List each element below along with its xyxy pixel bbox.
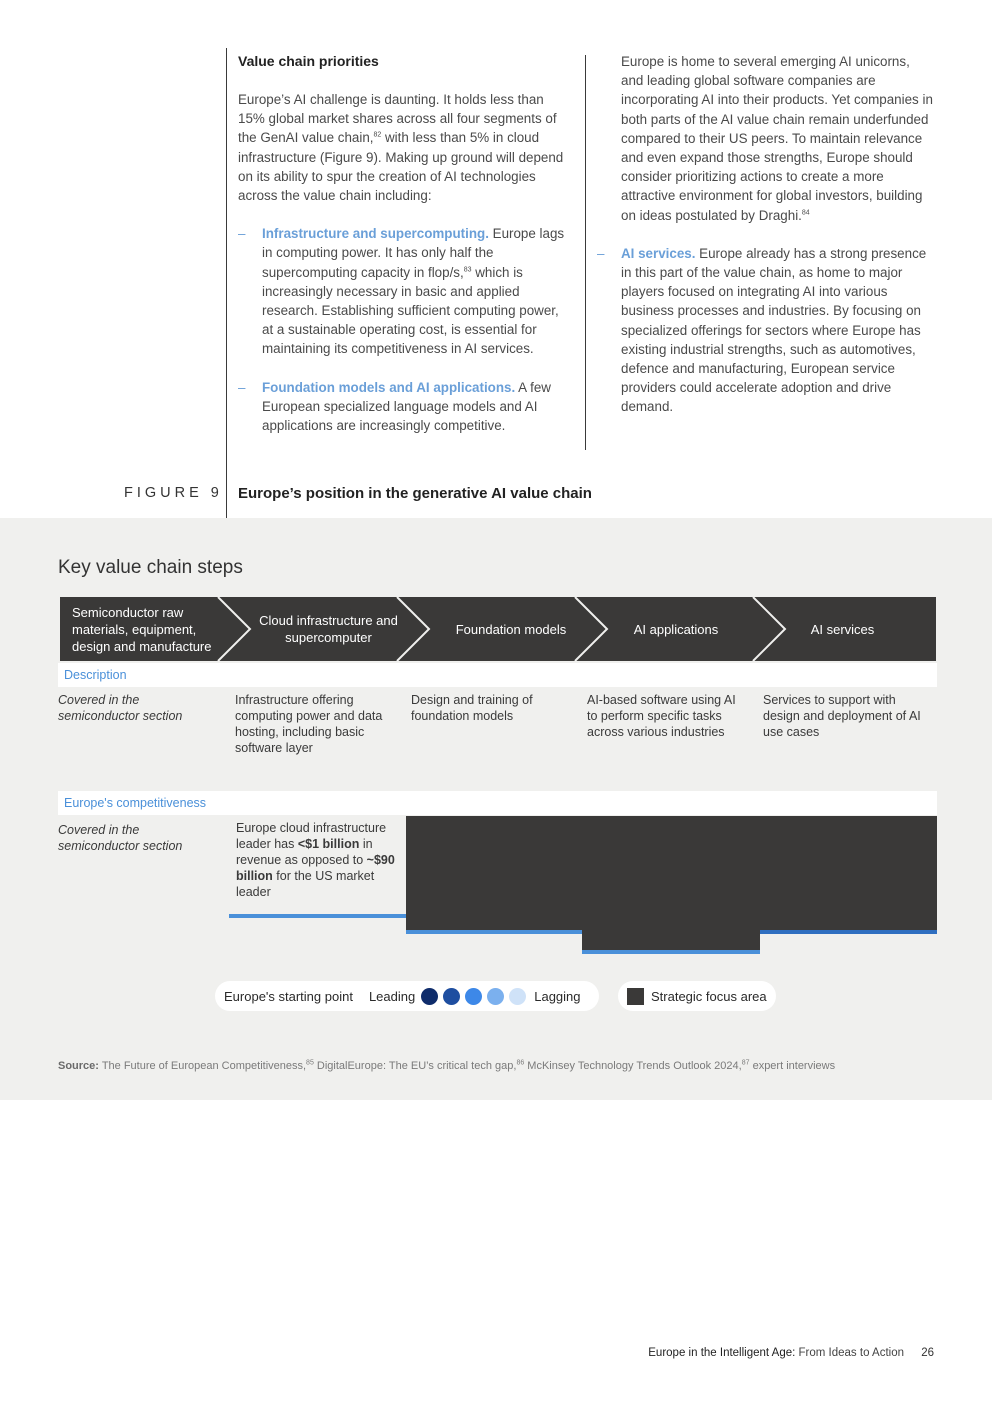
competitiveness-semiconductor: Covered in the semiconductor section	[58, 823, 183, 853]
legend-leading-label: Leading	[368, 988, 416, 1004]
legend-dot-5	[509, 988, 526, 1005]
footnote-ref[interactable]: 84	[801, 209, 810, 217]
footer-title-rest: From Ideas to Action	[795, 1347, 904, 1359]
legend-dot-3	[465, 988, 482, 1005]
figure-title: Europe’s position in the generative AI value chain	[238, 485, 592, 502]
intro-paragraph	[238, 90, 572, 205]
description-services: Services to support with design and deployment of AI use cases	[763, 693, 921, 739]
bullet-dash: –	[238, 226, 246, 242]
section-heading: Value chain priorities	[238, 53, 379, 69]
description-semiconductor: Covered in the semiconductor section	[58, 693, 183, 723]
figure-label: FIGURE 9	[124, 485, 223, 501]
legend-focus-label: Strategic focus area	[651, 988, 767, 1004]
middle-column-rule	[585, 55, 586, 450]
source-label: Source:	[58, 1060, 99, 1072]
us-revenue: ~$90 billion	[236, 853, 395, 883]
legend-starting-point	[215, 981, 599, 1011]
footnote-ref[interactable]: 85	[306, 1059, 314, 1067]
bullet-foundation-models	[238, 378, 572, 436]
applications-position-bar	[582, 950, 760, 954]
left-column	[238, 52, 572, 435]
footer-title-bold: Europe in the Intelligent Age:	[648, 1347, 796, 1359]
description-foundation: Design and training of foundation models	[411, 693, 533, 723]
source-note: Source: The Future of European Competitiveness,$^{85}$ DigitalEurope: The EU’s critical tech gap,$^{86}$ McKinsey Technology Trends Outlook 2024,87 expert interviews	[58, 1059, 836, 1072]
right-paragraph	[597, 52, 935, 225]
footnote-ref[interactable]: 83	[463, 266, 472, 274]
page-footer	[648, 1347, 934, 1359]
step-semiconductor: Semiconductor raw materials, equipment, design and manufacture	[72, 604, 212, 654]
bullet-title: Infrastructure and supercomputing.	[262, 226, 489, 242]
step-cloud-infrastructure: Cloud infrastructure and supercomputer	[259, 613, 398, 645]
bullet-title: AI services.	[621, 245, 696, 261]
competitiveness-cloud: Europe cloud infrastructure leader has <$1 billion in revenue as opposed to ~$90 billion for the US market leader	[236, 821, 395, 899]
legend-dot-1	[421, 988, 438, 1005]
description-applications: AI-based software using AI to perform specific tasks across various industries	[587, 693, 736, 739]
bullet-text-b: which is increasingly necessary in basic and applied research. Establishing sufficient computing power, at a sustainable operating cost, is essential for maintaining its competitiveness in AI services.	[262, 264, 559, 357]
legend-focus-swatch	[627, 988, 644, 1005]
foundation-position-bar	[406, 930, 582, 934]
services-position-bar	[760, 930, 937, 934]
focus-area-foundation	[406, 816, 582, 930]
legend-strategic-focus	[618, 981, 776, 1011]
intro-text-b: with less than 5% in cloud infrastructure (Figure 9). Making up ground will depend on its ability to spur the creation of AI technologies across the value chain including:	[238, 130, 564, 204]
right-column	[597, 52, 935, 417]
legend-starting-label: Europe's starting point	[224, 988, 353, 1004]
bullet-ai-services	[597, 244, 935, 417]
description-cloud: Infrastructure offering computing power and data hosting, including basic software layer	[235, 693, 383, 755]
legend-dot-4	[487, 988, 504, 1005]
bullet-text-a: Europe lags in computing power. It has only half the supercomputing capacity in flop/s,	[262, 226, 565, 280]
focus-area-applications	[582, 816, 760, 950]
intro-text-a: Europe’s AI challenge is daunting. It holds less than 15% global market shares across all four segments of the GenAI value chain,	[238, 92, 557, 146]
legend-lagging-label: Lagging	[534, 988, 581, 1004]
competitiveness-label: Europe's competitiveness	[58, 791, 937, 815]
left-column-rule	[226, 48, 227, 518]
bullet-dash: –	[238, 379, 246, 395]
step-ai-applications: AI applications	[633, 621, 719, 637]
page-number: 26	[921, 1347, 934, 1359]
footnote-ref[interactable]: 82	[373, 131, 382, 139]
cloud-position-bar	[229, 914, 406, 918]
bullet-text: Europe already has a strong presence in this part of the value chain, as home to major players focused on integrating AI into various business processes and industries. By focusing on specialized offerings for sectors where Europe has existing industrial strengths, such as automotives, defence and manufacturing, European service providers could accelerate adoption and drive demand.	[621, 245, 927, 415]
focus-area-services	[760, 816, 937, 930]
europe-revenue: <$1 billion	[297, 837, 360, 851]
step-ai-services: AI services	[810, 621, 875, 637]
footnote-ref[interactable]: 86	[516, 1059, 525, 1067]
right-paragraph-text: Europe is home to several emerging AI unicorns, and leading global software companies are incorporating AI into their products. Yet companies in both parts of the AI value chain remain underfunded compared to their US peers. To maintain relevance and even expand those strengths, Europe should consider prioritizing actions to create a more attractive environment for global investors, building on ideas postulated by Draghi.	[621, 54, 933, 223]
step-foundation-models: Foundation models	[455, 621, 567, 637]
key-steps-title: Key value chain steps	[58, 557, 243, 578]
bullet-dash: –	[597, 245, 605, 261]
bullet-text-a: A few European specialized language models and AI applications are increasingly competitive.	[262, 379, 551, 434]
description-label: Description	[58, 663, 937, 687]
bullet-infrastructure	[238, 224, 572, 358]
bullet-title: Foundation models and AI applications.	[262, 379, 516, 395]
legend-dot-2	[443, 988, 460, 1005]
footnote-ref[interactable]: 87	[741, 1059, 750, 1067]
